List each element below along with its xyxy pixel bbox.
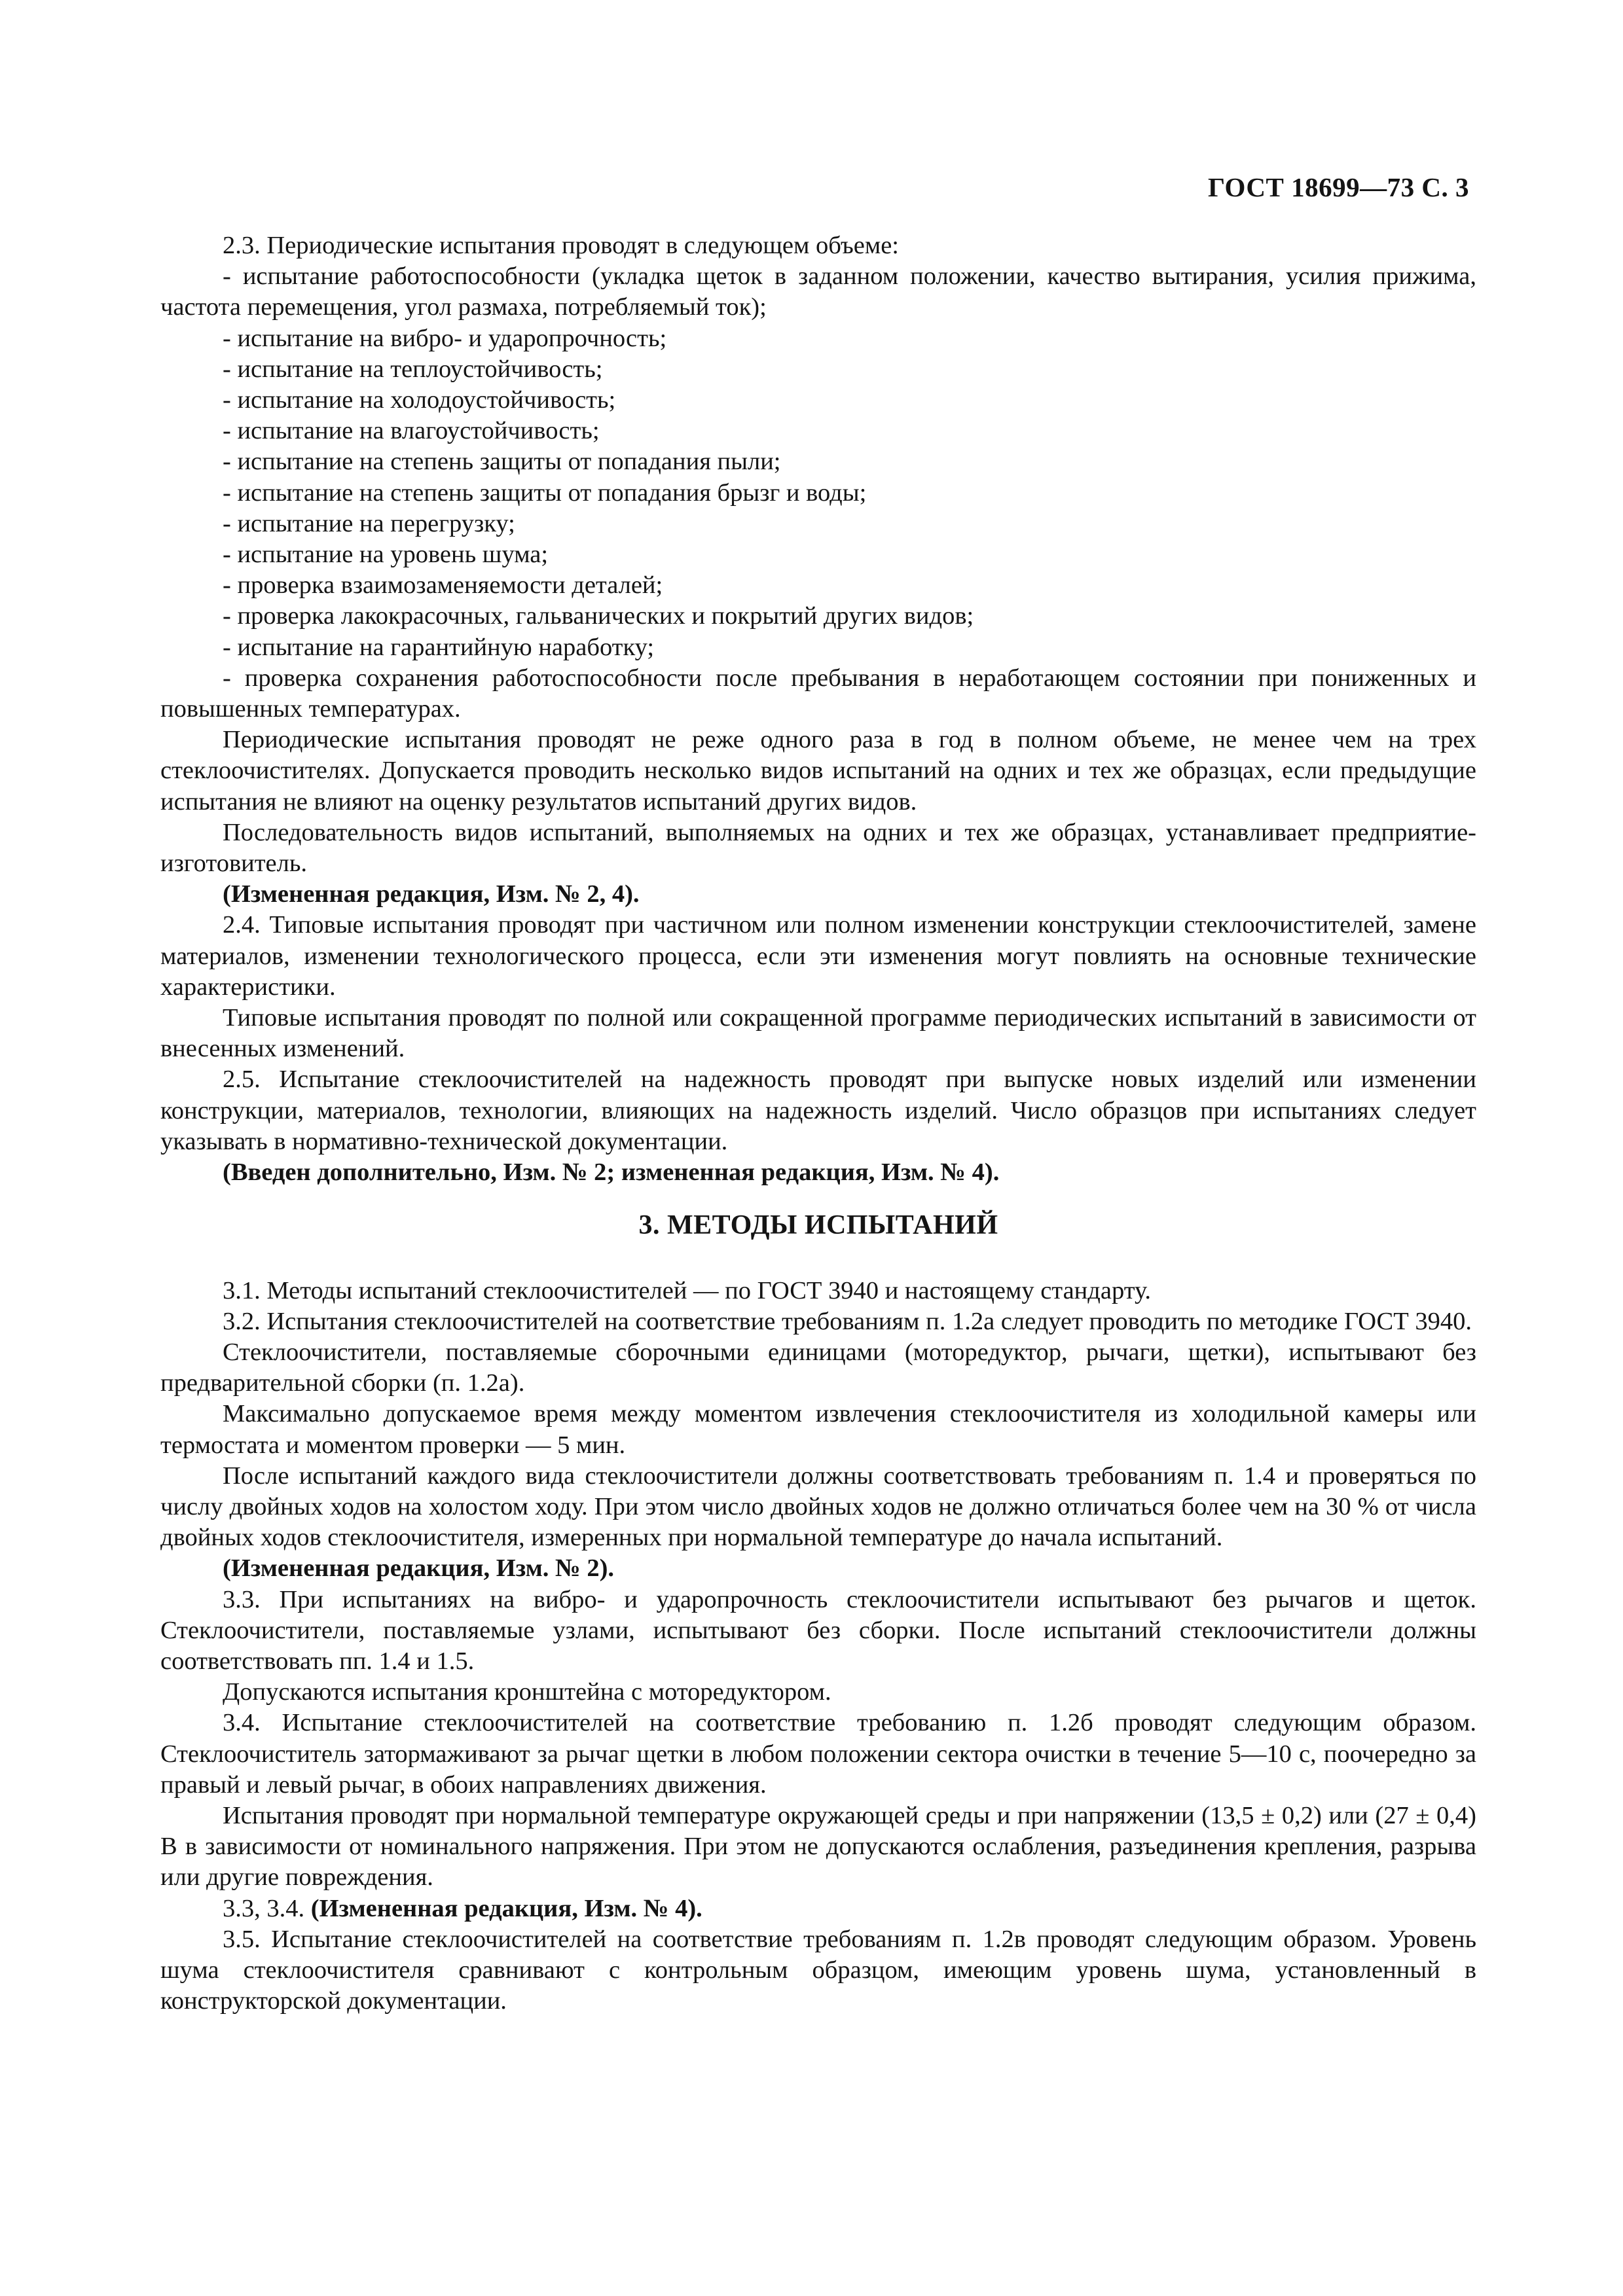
list-item: - испытание на гарантийную наработку; — [223, 633, 655, 661]
clause-3-4-paragraph: Испытания проводят при нормальной температуре окружающей среды и при напряжении (13,5 ± 0,2) или (27 ± 0,4) В в зависимости от номинального напряжения. При этом не допускаются ослабления, разъединения крепления, разрыва или другие повреждения. — [160, 1801, 1476, 1892]
list-item: - испытание на перегрузку; — [223, 509, 515, 537]
page-header: ГОСТ 18699—73 С. 3 — [1207, 172, 1469, 202]
list-item: - испытание на степень защиты от попадания пыли; — [223, 448, 781, 476]
clause-2-4-paragraph: Типовые испытания проводят по полной или сокращенной программе периодических испытаний в зависимости от внесенных изменений. — [160, 1004, 1476, 1063]
list-item: - проверка взаимозаменяемости деталей; — [223, 571, 663, 600]
clause-2-3-paragraph: Периодические испытания проводят не реже одного раза в год в полном объеме, не менее чем на трех стеклоочистителях. Допускается проводить несколько видов испытаний на одних и тех же образцах, если предыдущие испытания не влияют на оценку результатов испытаний других видов. — [160, 726, 1476, 816]
list-item: - испытание на холодоустойчивость; — [223, 386, 616, 414]
clause-3-2: 3.2. Испытания стеклоочистителей на соответствие требованиям п. 1.2а следует проводить по методике ГОСТ 3940. — [223, 1307, 1472, 1335]
amendment-note-line — [160, 1893, 1476, 1924]
list-item: - испытание на влагоустойчивость; — [223, 417, 600, 445]
list-item: - испытание на теплоустойчивость; — [223, 355, 603, 383]
clause-3-3-paragraph: Допускаются испытания кронштейна с моторедуктором. — [223, 1678, 831, 1706]
list-item: - проверка лакокрасочных, гальванических и покрытий других видов; — [223, 602, 974, 630]
document-body — [160, 230, 1476, 2017]
clause-3-2-paragraph: Стеклоочистители, поставляемые сборочными единицами (моторедуктор, рычаги, щетки), испытывают без предварительной сборки (п. 1.2а). — [160, 1338, 1476, 1397]
clause-2-4: 2.4. Типовые испытания проводят при частичном или полном изменении конструкции стеклоочистителей, замене материалов, изменении технологического процесса, если эти изменения могут повлиять на основные технические характеристики. — [160, 911, 1476, 1001]
list-item: - испытание работоспособности (укладка щеток в заданном положении, качество вытирания, усилия прижима, частота перемещения, угол размаха, потребляемый ток); — [160, 262, 1476, 321]
amendment-note: (Измененная редакция, Изм. № 2). — [223, 1554, 615, 1583]
clause-3-2-paragraph: После испытаний каждого вида стеклоочистители должны соответствовать требованиям п. 1.4 и проверяться по числу двойных ходов на холостом ходу. При этом число двойных ходов не должно отличаться более чем на 30 % от числа двойных ходов стеклоочистителя, измеренных при нормальной температуре до начала испытаний. — [160, 1462, 1476, 1552]
clause-2-3-intro: 2.3. Периодические испытания проводят в следующем объеме: — [223, 232, 899, 259]
amendment-note: (Измененная редакция, Изм. № 2, 4). — [223, 880, 640, 908]
list-item: - испытание на уровень шума; — [223, 541, 549, 569]
clause-2-5: 2.5. Испытание стеклоочистителей на надежность проводят при выпуске новых изделий или изменении конструкции, материалов, технологии, влияющих на надежность изделий. Число образцов при испытаниях следует указывать в нормативно-технической документации. — [160, 1066, 1476, 1155]
section-title: 3. МЕТОДЫ ИСПЫТАНИЙ — [638, 1210, 998, 1241]
clause-3-3: 3.3. При испытаниях на вибро- и ударопрочность стеклоочистители испытывают без рычагов и щеток. Стеклоочистители, поставляемые узлами, испытывают без сборки. После испытаний стеклоочистители должны соответствовать пп. 1.4 и 1.5. — [160, 1585, 1476, 1675]
list-item: - испытание на вибро- и ударопрочность; — [223, 324, 667, 352]
amendment-ref: 3.3, 3.4. — [223, 1894, 305, 1922]
clause-2-3-paragraph: Последовательность видов испытаний, выполняемых на одних и тех же образцах, устанавливает предприятие-изготовитель. — [160, 818, 1476, 878]
clause-3-5: 3.5. Испытание стеклоочистителей на соответствие требованиям п. 1.2в проводят следующим образом. Уровень шума стеклоочистителя сравнивают с контрольным образцом, имеющим уровень шума, установленный в конструкторской документации. — [160, 1925, 1476, 2015]
list-item: - проверка сохранения работоспособности после пребывания в неработающем состоянии при пониженных и повышенных температурах. — [160, 664, 1476, 723]
clause-3-4: 3.4. Испытание стеклоочистителей на соответствие требованию п. 1.2б проводят следующим образом. Стеклоочиститель затормаживают за рычаг щетки в любом положении сектора очистки в течение 5—10 с, поочередно за правый и левый рычаг, в обоих направлениях движения. — [160, 1709, 1476, 1799]
clause-3-2-paragraph: Максимально допускаемое время между моментом извлечения стеклоочистителя из холодильной камеры или термостата и моментом проверки — 5 мин. — [160, 1400, 1476, 1459]
clause-3-1: 3.1. Методы испытаний стеклоочистителей — по ГОСТ 3940 и настоящему стандарту. — [223, 1276, 1152, 1304]
amendment-note: (Введен дополнительно, Изм. № 2; измененная редакция, Изм. № 4). — [223, 1158, 1000, 1187]
list-item: - испытание на степень защиты от попадания брызг и воды; — [223, 478, 867, 507]
amendment-note: (Измененная редакция, Изм. № 4). — [310, 1894, 702, 1922]
